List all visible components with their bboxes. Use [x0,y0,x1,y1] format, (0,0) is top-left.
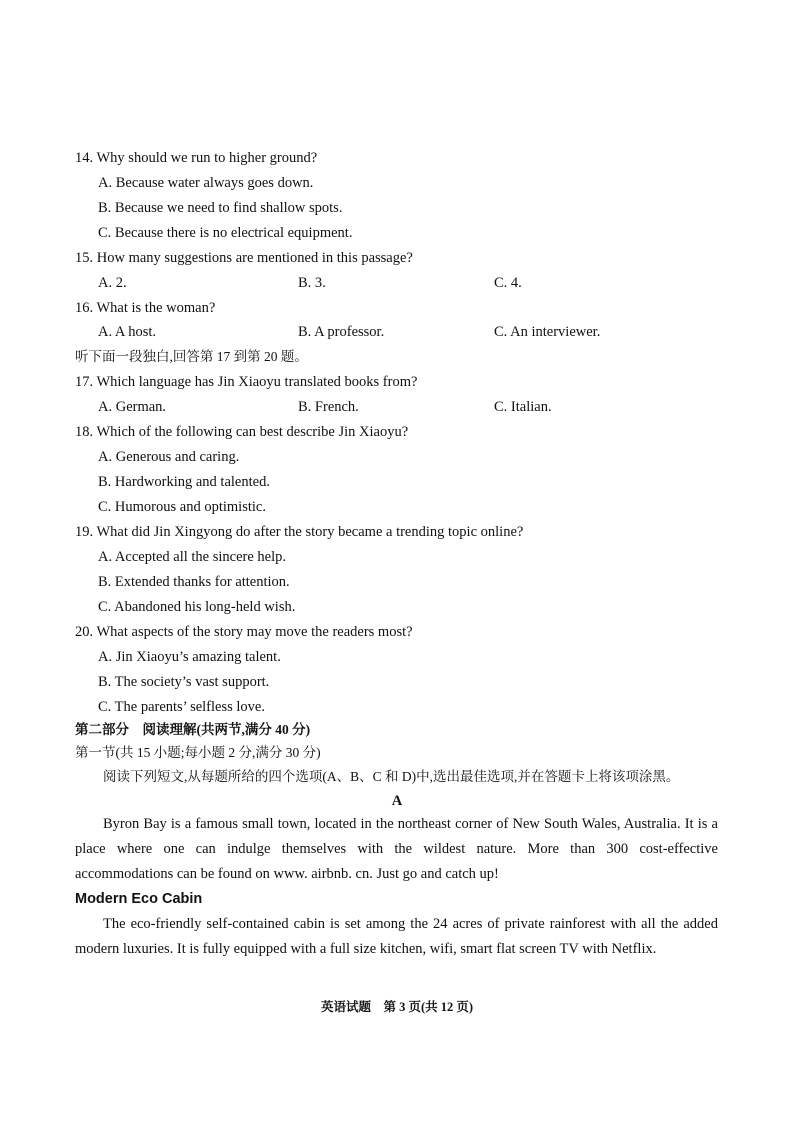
question-15-option-a: A. 2. [98,275,127,291]
passage-intro: Byron Bay is a famous small town, located in the northeast corner of New South Wales, Australia. It is a place where one can indulge themselves with the wildest nature. More than 300 cost-effective accommodations can be found on www. airbnb. cn. Just go and catch up! [75,816,718,882]
listening-instruction: 听下面一段独白,回答第 17 到第 20 题。 [75,349,308,364]
question-20-option-a: A. Jin Xiaoyu’s amazing talent. [98,649,281,665]
question-17-option-a: A. German. [98,399,167,415]
question-17-option-c: C. Italian. [494,399,552,415]
question-16-option-c: C. An interviewer. [494,324,601,340]
part-two-title: 第二部分 阅读理解(共两节,满分 40 分) [75,722,311,737]
question-18-option-b: B. Hardworking and talented. [98,474,270,490]
question-19-option-a: A. Accepted all the sincere help. [98,549,287,565]
question-15-option-c: C. 4. [494,275,522,291]
question-14-option-c: C. Because there is no electrical equipment. [98,225,353,241]
question-16-option-b: B. A professor. [298,324,385,340]
section-one-title: 第一节(共 15 小题;每小题 2 分,满分 30 分) [75,745,321,760]
passage-letter: A [391,793,403,809]
question-19-stem: 19. What did Jin Xingyong do after the story became a trending topic online? [75,524,524,540]
question-19-option-c: C. Abandoned his long-held wish. [98,599,296,615]
question-20-option-c: C. The parents’ selfless love. [98,699,265,715]
question-20-stem: 20. What aspects of the story may move the readers most? [75,624,413,640]
page-footer: 英语试题 第 3 页(共 12 页) [320,1000,474,1014]
question-18-option-c: C. Humorous and optimistic. [98,499,266,515]
passage-body: The eco-friendly self-contained cabin is set among the 24 acres of private rainforest with all the added modern luxuries. It is fully equipped with a full size kitchen, wifi, smart flat screen TV with Netflix. [75,916,718,957]
question-14-option-b: B. Because we need to find shallow spots. [98,200,343,216]
question-15-option-b: B. 3. [298,275,326,291]
section-heading: Modern Eco Cabin [75,891,203,907]
question-20-option-b: B. The society’s vast support. [98,674,270,690]
question-18-stem: 18. Which of the following can best describe Jin Xiaoyu? [75,424,409,440]
question-18-option-a: A. Generous and caring. [98,449,240,465]
question-16-stem: 16. What is the woman? [75,300,216,316]
question-15-stem: 15. How many suggestions are mentioned in this passage? [75,250,413,266]
question-19-option-b: B. Extended thanks for attention. [98,574,290,590]
question-14-stem: 14. Why should we run to higher ground? [75,150,318,166]
question-17-stem: 17. Which language has Jin Xiaoyu translated books from? [75,374,418,390]
question-14-option-a: A. Because water always goes down. [98,175,314,191]
question-16-option-a: A. A host. [98,324,157,340]
reading-instruction: 阅读下列短文,从每题所给的四个选项(A、B、C 和 D)中,选出最佳选项,并在答题卡上将该项涂黑。 [103,769,680,784]
question-17-option-b: B. French. [298,399,359,415]
